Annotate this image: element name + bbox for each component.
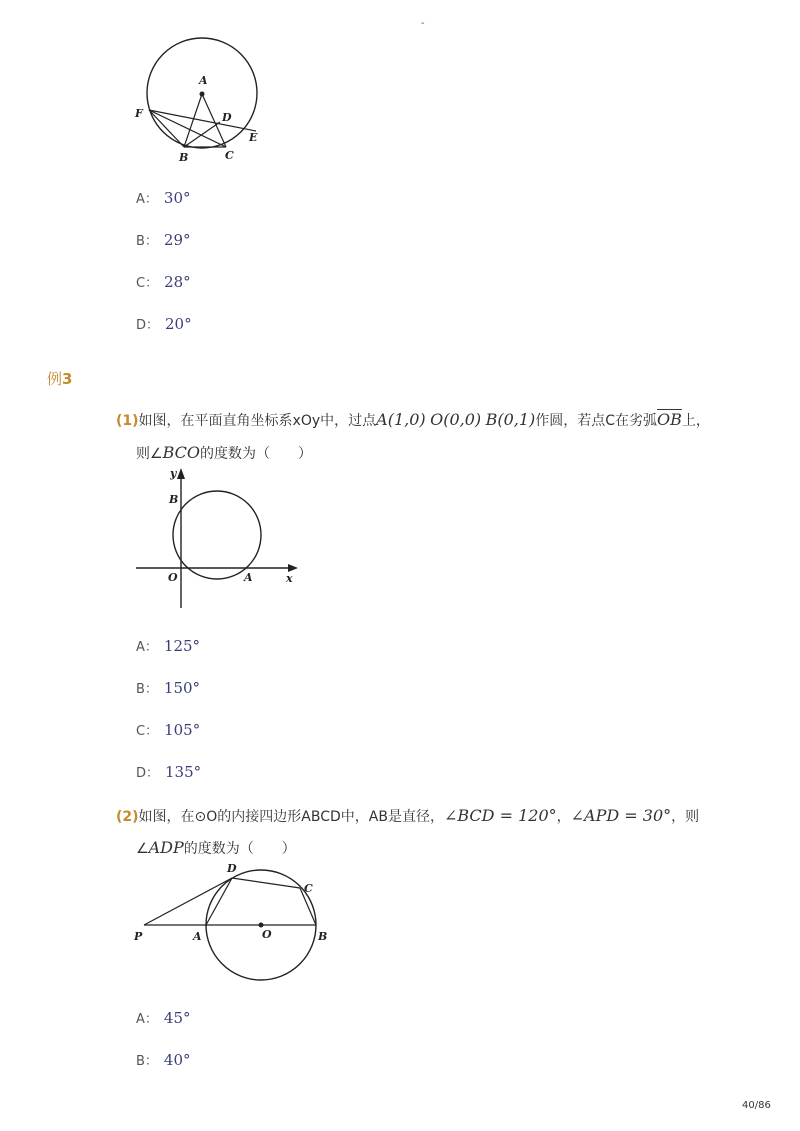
q2-option-a[interactable]: A： 45° — [136, 1009, 191, 1027]
q1-line1: (1)如图，在平面直角坐标系xOy中，过点A(1,0) O(0,0) B(0,1)作圆，若点C在劣弧$\overline{OB}$上， — [116, 410, 710, 429]
label-y: y — [170, 467, 177, 480]
q1-option-c[interactable]: C： 105° — [136, 721, 201, 739]
label-C: C — [225, 149, 234, 162]
q1-option-d[interactable]: D： 135° — [136, 763, 202, 781]
circle-figure-prev — [130, 35, 270, 165]
q2-number: (2) — [116, 809, 139, 825]
coordinate-circle-figure — [130, 465, 305, 615]
label-E: E — [249, 131, 258, 144]
label-A: A — [244, 571, 253, 584]
label-C: C — [304, 882, 313, 895]
label-F: F — [135, 107, 143, 120]
label-O: O — [262, 928, 272, 941]
page-number: 40/86 — [742, 1100, 771, 1111]
label-D: D — [227, 862, 237, 875]
q1-number: (1) — [116, 413, 139, 429]
option-b[interactable]: B： 29° — [136, 231, 191, 249]
label-B: B — [179, 151, 189, 164]
option-c[interactable]: C： 28° — [136, 273, 191, 291]
q1-line2: 则∠BCO的度数为（ ） — [136, 443, 312, 462]
q2-option-b[interactable]: B： 40° — [136, 1051, 191, 1069]
label-x: x — [286, 572, 293, 585]
q1-option-b[interactable]: B： 150° — [136, 679, 201, 697]
q1-option-a[interactable]: A： 125° — [136, 637, 201, 655]
q2-line1: (2)如图，在⊙O的内接四边形ABCD中，AB是直径，∠BCD = 120°，∠APD = 30°，则 — [116, 806, 700, 825]
label-A: A — [199, 74, 208, 87]
inscribed-quadrilateral-figure — [130, 858, 335, 988]
label-D: D — [222, 111, 232, 124]
q2-line2: ∠ADP的度数为（ ） — [136, 838, 296, 857]
label-B: B — [169, 493, 179, 506]
label-O: O — [168, 571, 178, 584]
label-P: P — [134, 930, 143, 943]
label-B: B — [318, 930, 328, 943]
header-mark: - — [421, 18, 425, 29]
option-a[interactable]: A： 30° — [136, 189, 191, 207]
option-d[interactable]: D： 20° — [136, 315, 192, 333]
label-A: A — [193, 930, 202, 943]
arc-ob: $\overline{OB}$ — [657, 410, 682, 429]
example-label: 例3 — [47, 370, 73, 388]
